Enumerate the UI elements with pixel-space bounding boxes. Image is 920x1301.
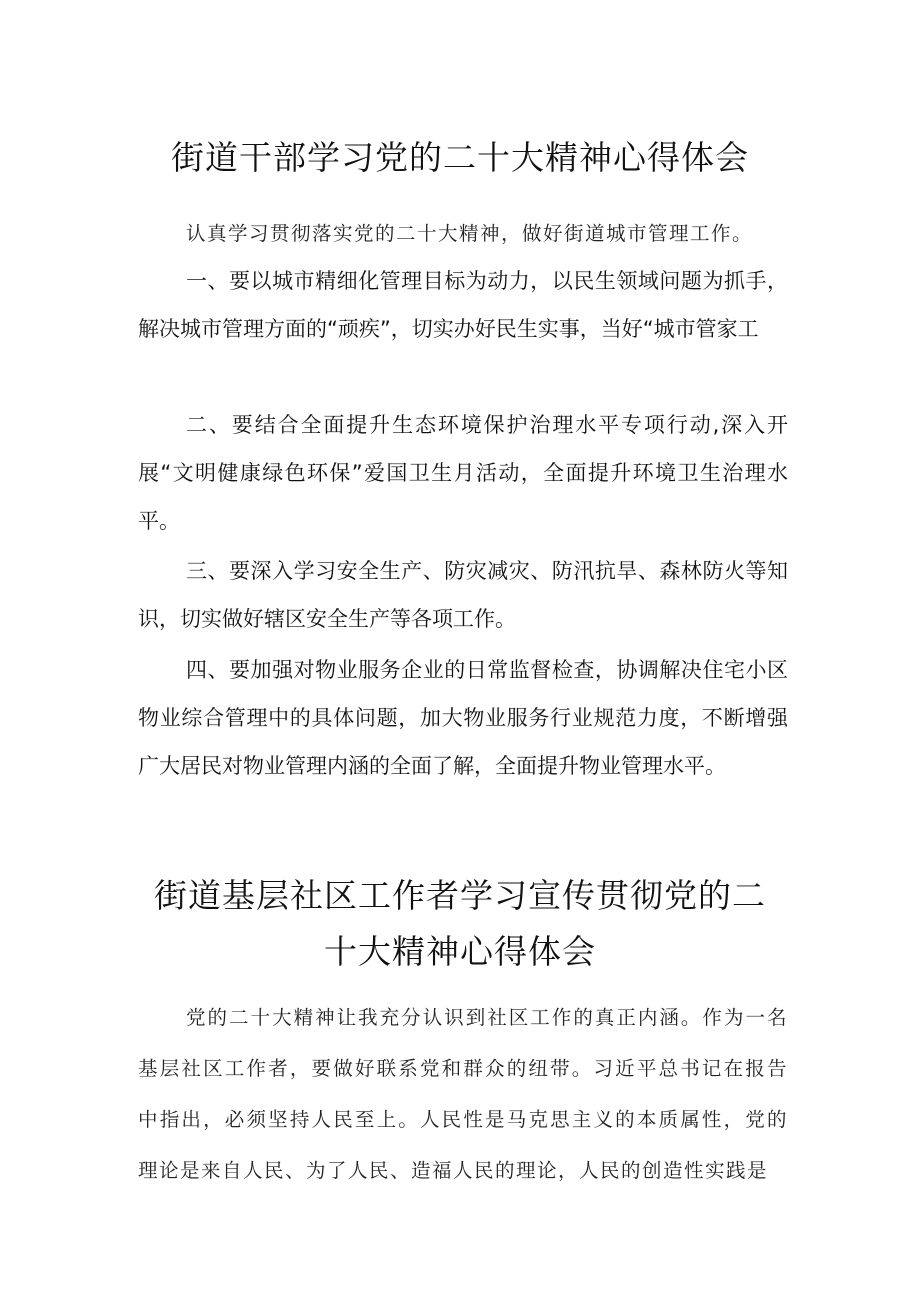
article1-paragraph-3: 三、要深入学习安全生产、防灾减灾、防汛抗旱、森林防火等知识，切实做好辖区安全生产等各项工作。 — [138, 559, 788, 631]
article2-title-line-2: 十大精神心得体会 — [324, 932, 596, 971]
article1-intro: 认真学习贯彻落实党的二十大精神，做好街道城市管理工作。 — [186, 222, 754, 245]
article2-paragraph: 党的二十大精神让我充分认识到社区工作的真正内涵。作为一名基层社区工作者，要做好联系党和群众的纽带。习近平总书记在报告中指出，必须坚持人民至上。人民性是马克思主义的本质属性，党的理论是来自人民、为了人民、造福人民的理论，人民的创造性实践是 — [138, 1006, 788, 1182]
article1-paragraph-1: 一、要以城市精细化管理目标为动力，以民生领域问题为抓手，解决城市管理方面的“顽疾”，切实办好民生实事，当好“城市管家工 — [138, 269, 788, 341]
article2-title-line-1: 街道基层社区工作者学习宣传贯彻党的二 — [154, 876, 766, 915]
article1-paragraph-4: 四、要加强对物业服务企业的日常监督检查，协调解决住宅小区物业综合管理中的具体问题，加大物业服务行业规范力度，不断增强广大居民对物业管理内涵的全面了解，全面提升物业管理水平。 — [138, 658, 788, 778]
article1-paragraph-2: 二、要结合全面提升生态环境保护治理水平专项行动,深入开展“文明健康绿色环保”爱国卫生月活动，全面提升环境卫生治理水平。 — [138, 413, 788, 533]
article1-title: 街道干部学习党的二十大精神心得体会 — [171, 138, 749, 177]
article2-title — [0, 868, 920, 980]
